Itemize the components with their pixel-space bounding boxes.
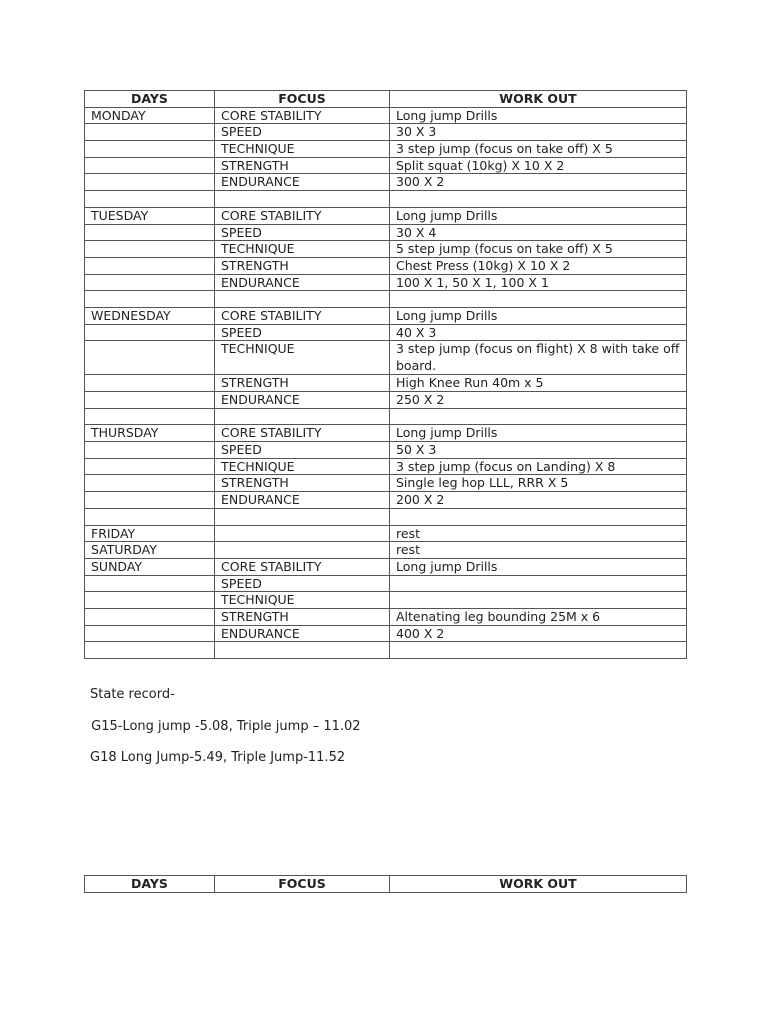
day-cell [85, 492, 215, 509]
focus-cell: CORE STABILITY [215, 207, 390, 224]
workout-cell [390, 575, 687, 592]
g15-record: G15-Long jump -5.08, Triple jump – 11.02 [87, 719, 361, 734]
workout-cell: Long jump Drills [390, 207, 687, 224]
focus-cell: TECHNIQUE [215, 141, 390, 158]
day-cell [85, 341, 215, 375]
focus-cell [215, 191, 390, 208]
focus-cell: CORE STABILITY [215, 558, 390, 575]
day-cell: SUNDAY [85, 558, 215, 575]
day-cell [85, 375, 215, 392]
focus-cell [215, 642, 390, 659]
day-cell: MONDAY [85, 107, 215, 124]
day-cell [85, 475, 215, 492]
day-cell [85, 408, 215, 425]
workout-cell: rest [390, 542, 687, 559]
workout-cell: High Knee Run 40m x 5 [390, 375, 687, 392]
workout-cell: 50 X 3 [390, 442, 687, 459]
table-row [85, 124, 687, 141]
day-cell [85, 575, 215, 592]
focus-cell: STRENGTH [215, 608, 390, 625]
focus-cell: SPEED [215, 575, 390, 592]
day-cell: SATURDAY [85, 542, 215, 559]
table-row [85, 375, 687, 392]
day-cell: WEDNESDAY [85, 307, 215, 324]
focus-cell: ENDURANCE [215, 492, 390, 509]
day-cell [85, 642, 215, 659]
workout-cell [390, 408, 687, 425]
focus-cell: SPEED [215, 224, 390, 241]
workout-cell: rest [390, 525, 687, 542]
focus-cell: TECHNIQUE [215, 341, 390, 375]
day-cell [85, 592, 215, 609]
workout-cell: Single leg hop LLL, RRR X 5 [390, 475, 687, 492]
table-row [85, 558, 687, 575]
workout-cell: Long jump Drills [390, 425, 687, 442]
day-cell [85, 224, 215, 241]
day-cell: THURSDAY [85, 425, 215, 442]
workout-cell: 200 X 2 [390, 492, 687, 509]
table-header-row [85, 91, 687, 108]
table-header-row [85, 876, 687, 893]
workout-cell [390, 291, 687, 308]
table-row [85, 525, 687, 542]
workout-cell: Long jump Drills [390, 558, 687, 575]
focus-cell: CORE STABILITY [215, 107, 390, 124]
focus-cell: TECHNIQUE [215, 241, 390, 258]
day-cell [85, 174, 215, 191]
focus-cell: STRENGTH [215, 157, 390, 174]
header-days: DAYS [85, 91, 215, 108]
workout-cell [390, 592, 687, 609]
focus-cell: SPEED [215, 124, 390, 141]
day-cell [85, 442, 215, 459]
table-row [85, 257, 687, 274]
focus-cell: STRENGTH [215, 375, 390, 392]
workout-cell: 30 X 3 [390, 124, 687, 141]
table-row [85, 492, 687, 509]
workout-cell: Altenating leg bounding 25M x 6 [390, 608, 687, 625]
workout-cell: 5 step jump (focus on take off) X 5 [390, 241, 687, 258]
table-row [85, 425, 687, 442]
table-row [85, 324, 687, 341]
workout-cell: 3 step jump (focus on Landing) X 8 [390, 458, 687, 475]
header-days: DAYS [85, 876, 215, 893]
focus-cell [215, 508, 390, 525]
header-workout: WORK OUT [390, 876, 687, 893]
table-row [85, 224, 687, 241]
day-cell [85, 458, 215, 475]
day-cell: FRIDAY [85, 525, 215, 542]
workout-cell: Long jump Drills [390, 107, 687, 124]
workout-cell: 30 X 4 [390, 224, 687, 241]
focus-cell: ENDURANCE [215, 274, 390, 291]
day-cell [85, 241, 215, 258]
focus-cell: SPEED [215, 324, 390, 341]
day-cell [85, 508, 215, 525]
day-cell [85, 191, 215, 208]
workout-cell [390, 642, 687, 659]
workout-cell: 40 X 3 [390, 324, 687, 341]
g18-record: G18 Long Jump-5.49, Triple Jump-11.52 [90, 750, 346, 765]
second-schedule-table [84, 875, 687, 893]
workout-cell: Split squat (10kg) X 10 X 2 [390, 157, 687, 174]
day-cell [85, 257, 215, 274]
table-row [85, 592, 687, 609]
header-focus: FOCUS [215, 91, 390, 108]
workout-cell [390, 191, 687, 208]
day-cell [85, 392, 215, 409]
workout-cell: 250 X 2 [390, 392, 687, 409]
focus-cell [215, 408, 390, 425]
header-workout: WORK OUT [390, 91, 687, 108]
focus-cell: TECHNIQUE [215, 458, 390, 475]
workout-cell [390, 508, 687, 525]
workout-cell: 400 X 2 [390, 625, 687, 642]
table-row [85, 174, 687, 191]
table-row [85, 625, 687, 642]
table-row [85, 307, 687, 324]
day-cell [85, 625, 215, 642]
state-record-title: State record- [90, 687, 175, 702]
focus-cell: STRENGTH [215, 475, 390, 492]
workout-cell: Chest Press (10kg) X 10 X 2 [390, 257, 687, 274]
table-row [85, 542, 687, 559]
focus-cell: TECHNIQUE [215, 592, 390, 609]
day-cell [85, 324, 215, 341]
table-row [85, 157, 687, 174]
day-cell [85, 141, 215, 158]
day-cell [85, 291, 215, 308]
table-row [85, 475, 687, 492]
table-row [85, 274, 687, 291]
table-row [85, 458, 687, 475]
table-row [85, 442, 687, 459]
table-row [85, 107, 687, 124]
table-row [85, 608, 687, 625]
training-schedule-table [84, 90, 687, 659]
focus-cell [215, 525, 390, 542]
focus-cell: ENDURANCE [215, 625, 390, 642]
day-cell [85, 608, 215, 625]
header-focus: FOCUS [215, 876, 390, 893]
workout-cell: 3 step jump (focus on flight) X 8 with take off board. [390, 341, 687, 375]
focus-cell: STRENGTH [215, 257, 390, 274]
focus-cell: ENDURANCE [215, 174, 390, 191]
table-row [85, 642, 687, 659]
focus-cell: CORE STABILITY [215, 307, 390, 324]
table-row [85, 241, 687, 258]
day-cell [85, 124, 215, 141]
table-row [85, 508, 687, 525]
focus-cell [215, 291, 390, 308]
table-row [85, 408, 687, 425]
workout-cell: Long jump Drills [390, 307, 687, 324]
table-row [85, 575, 687, 592]
workout-cell: 100 X 1, 50 X 1, 100 X 1 [390, 274, 687, 291]
focus-cell: ENDURANCE [215, 392, 390, 409]
table-row [85, 392, 687, 409]
focus-cell: CORE STABILITY [215, 425, 390, 442]
day-cell [85, 274, 215, 291]
workout-cell: 3 step jump (focus on take off) X 5 [390, 141, 687, 158]
table-row [85, 291, 687, 308]
focus-cell: SPEED [215, 442, 390, 459]
table-row [85, 341, 687, 375]
table-row [85, 141, 687, 158]
table-row [85, 191, 687, 208]
workout-cell: 300 X 2 [390, 174, 687, 191]
focus-cell [215, 542, 390, 559]
table-row [85, 207, 687, 224]
day-cell [85, 157, 215, 174]
day-cell: TUESDAY [85, 207, 215, 224]
